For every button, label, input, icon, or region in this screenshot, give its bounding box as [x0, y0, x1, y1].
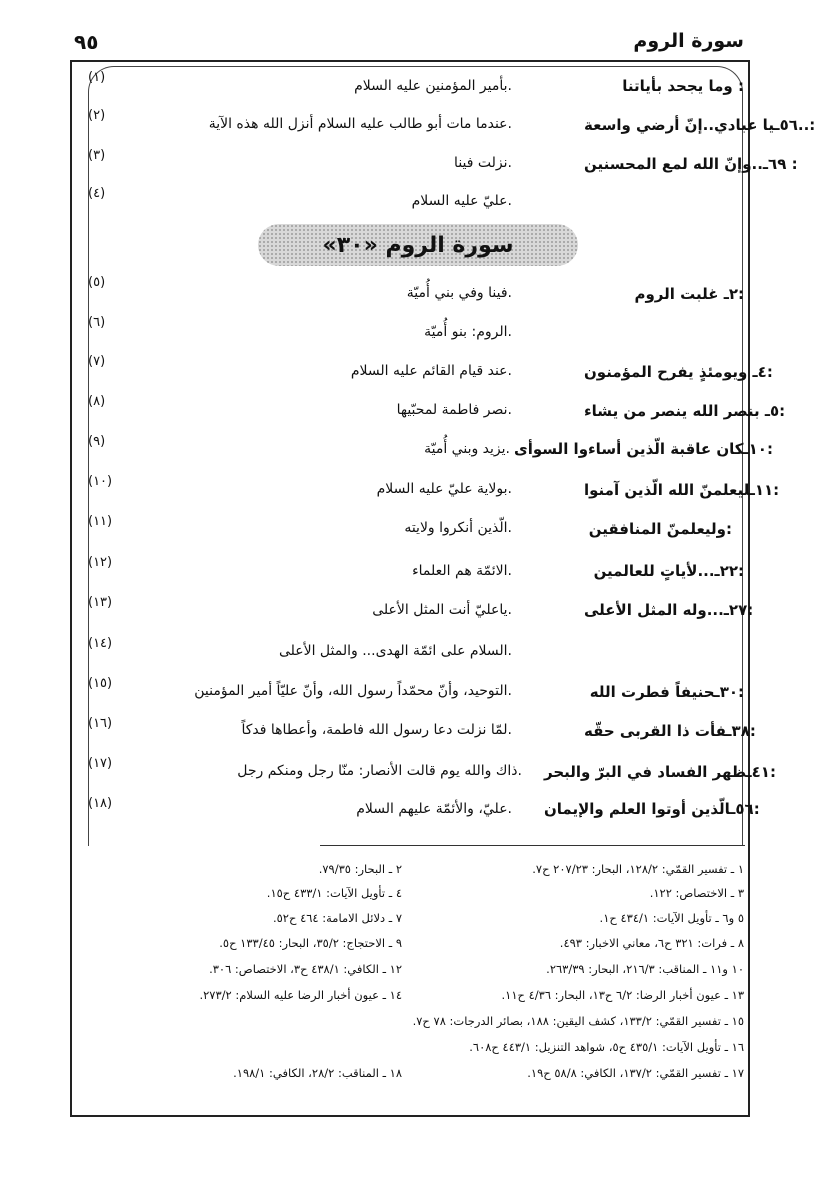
verse-note: الروم: بنو أُميّة.: [424, 324, 512, 340]
footnote: ٩ ـ الاحتجاج: ٣٥/٢، البحار: ١٣٣/٤٥ ح٥.: [219, 936, 402, 950]
verse-note: الائمّة هم العلماء.: [412, 563, 512, 579]
footnote: ٨ ـ فرات: ٣٢١ ح٦، معاني الاخبار: ٤٩٣.: [559, 936, 744, 950]
note-number: (٦): [88, 315, 106, 330]
footnote: ١٣ ـ عيون أخبار الرضا: ٦/٢ ح١٣، البحار: ٤/٣٦ ح١١.: [501, 988, 744, 1002]
page-number: ٩٥: [74, 30, 99, 54]
note-number: (٥): [88, 275, 106, 290]
footnote: ٢ ـ البحار: ٧٩/٣٥.: [318, 862, 402, 876]
verse-note: عندما مات أبو طالب عليه السلام أنزل الله هذه الآية.: [208, 116, 512, 132]
footnote: ١٧ ـ تفسير القمّي: ١٣٧/٢، الكافي: ٥٨/٨ ح١٩.: [527, 1066, 744, 1080]
verse-note: ياعليّ أنت المثل الأعلى.: [372, 602, 512, 618]
verse-note: عند قيام القائم عليه السلام.: [350, 363, 512, 379]
note-number: (٤): [88, 186, 106, 201]
verse-ref: ٥ـ بنصر الله ينصر من يشاء:: [584, 402, 786, 420]
footnote: ٥ و٦ ـ تأويل الآيات: ٤٣٤/١ ح١.: [599, 911, 744, 925]
verse-ref: ٤١ـظهر الفساد في البرّ والبحر:: [544, 763, 776, 781]
footnote: ١٢ ـ الكافي: ٤٣٨/١ ح٣، الاختصاص: ٣٠٦.: [209, 962, 402, 976]
verse-note: لمّا نزلت دعا رسول الله فاطمة، وأعطاها فدكاً.: [241, 722, 512, 738]
footnote: ١٨ ـ المناقب: ٢٨/٢، الكافي: ١٩٨/١.: [233, 1066, 402, 1080]
verse-ref: ١١ـليعلمنّ الله الّذين آمنوا:: [584, 481, 780, 499]
verse-ref: وليعلمنّ المنافقين:: [588, 520, 732, 538]
note-number: (١٣): [88, 595, 113, 610]
verse-note: عليّ، والأئمّة عليهم السلام.: [356, 801, 512, 817]
verse-note: التوحيد، وأنّ محمّداً رسول الله، وأنّ عليّاً أمير المؤمنين.: [194, 683, 512, 699]
verse-note: بولاية عليّ عليه السلام.: [376, 481, 512, 497]
note-number: (١٨): [88, 796, 113, 811]
verse-ref: ١٠ـكان عاقبة الّذين أساءوا السوأى:: [514, 440, 773, 458]
verse-note: السلام على ائمّة الهدى... والمثل الأعلى.: [278, 643, 512, 659]
running-title: سورة الروم: [633, 30, 744, 52]
verse-ref: ٤ـ ويومئذٍ يفرح المؤمنون:: [584, 363, 773, 381]
note-number: (٩): [88, 434, 106, 449]
verse-note: بأمير المؤمنين عليه السلام.: [354, 78, 512, 94]
verse-note: عليّ عليه السلام.: [411, 193, 512, 209]
footnote: ٧ ـ دلائل الامامة: ٤٦٤ ح٥٢.: [272, 911, 402, 925]
verse-ref: ٢ـ غلبت الروم:: [634, 285, 744, 303]
note-number: (١١): [88, 514, 113, 529]
footnote-divider: [320, 845, 745, 846]
note-number: (١): [88, 70, 106, 85]
note-number: (١٠): [88, 474, 113, 489]
footnote: ٤ ـ تأويل الآيات: ٤٣٣/١ ح١٥.: [266, 886, 402, 900]
note-number: (٧): [88, 354, 106, 369]
verse-note: نزلت فينا.: [454, 155, 512, 171]
verse-note: فينا وفي بني أُميّة.: [406, 285, 512, 301]
footnote: ١٠ و١١ ـ المناقب: ٢١٦/٣، البحار: ٢٦٣/٣٩.: [546, 962, 744, 976]
verse-ref: وما يجحد بأياتنا :: [622, 77, 744, 95]
verse-note: يزيد وبني أُميّة.: [424, 441, 510, 457]
verse-ref: ٢٧ـ...وله المثل الأعلى:: [584, 601, 754, 619]
note-number: (٣): [88, 148, 106, 163]
verse-ref: ٥٦ـيا عبادي..إنّ أرضي واسعة..:: [584, 116, 816, 134]
note-number: (١٢): [88, 555, 113, 570]
verse-ref: ٦٩ـ..وإنّ الله لمع المحسنين :: [584, 155, 798, 173]
verse-ref: ٥٦ـالّذين أوتوا العلم والإيمان:: [544, 800, 760, 818]
verse-note: نصر فاطمة لمحبّيها.: [396, 402, 512, 418]
verse-note: الّذين أنكروا ولايته.: [404, 520, 512, 536]
verse-ref: ٢٢ـ...لأياتٍ للعالمين:: [593, 562, 744, 580]
verse-ref: ٣٨ـفأت ذا القربى حقّه:: [584, 722, 756, 740]
footnote: ٣ ـ الاختصاص: ١٢٢.: [649, 886, 744, 900]
page-header: [70, 26, 750, 60]
note-number: (٢): [88, 108, 106, 123]
note-number: (١٤): [88, 636, 113, 651]
footnote: ١٤ ـ عيون أخبار الرضا عليه السلام: ٢٧٣/٢.: [199, 988, 402, 1002]
note-number: (١٧): [88, 756, 113, 771]
footnote: ١ ـ تفسير القمّي: ١٢٨/٢، البحار: ٢٠٧/٢٣ ح٧.: [532, 862, 744, 876]
verse-note: ذاك والله يوم قالت الأنصار: منّا رجل ومنكم رجل.: [237, 763, 522, 779]
note-number: (١٥): [88, 676, 113, 691]
note-number: (٨): [88, 394, 106, 409]
verse-ref: ٣٠ـحنيفاً فطرت الله:: [589, 683, 744, 701]
sura-banner: سورة الروم «٣٠»: [258, 224, 578, 266]
footnote: ١٦ ـ تأويل الآيات: ٤٣٥/١ ح٥، شواهد التنزيل: ٤٤٣/١ ح٦٠٨.: [469, 1040, 744, 1054]
note-number: (١٦): [88, 716, 113, 731]
footnote: ١٥ ـ تفسير القمّي: ١٣٣/٢، كشف اليقين: ١٨٨، بصائر الدرجات: ٧٨ ح٧.: [412, 1014, 744, 1028]
